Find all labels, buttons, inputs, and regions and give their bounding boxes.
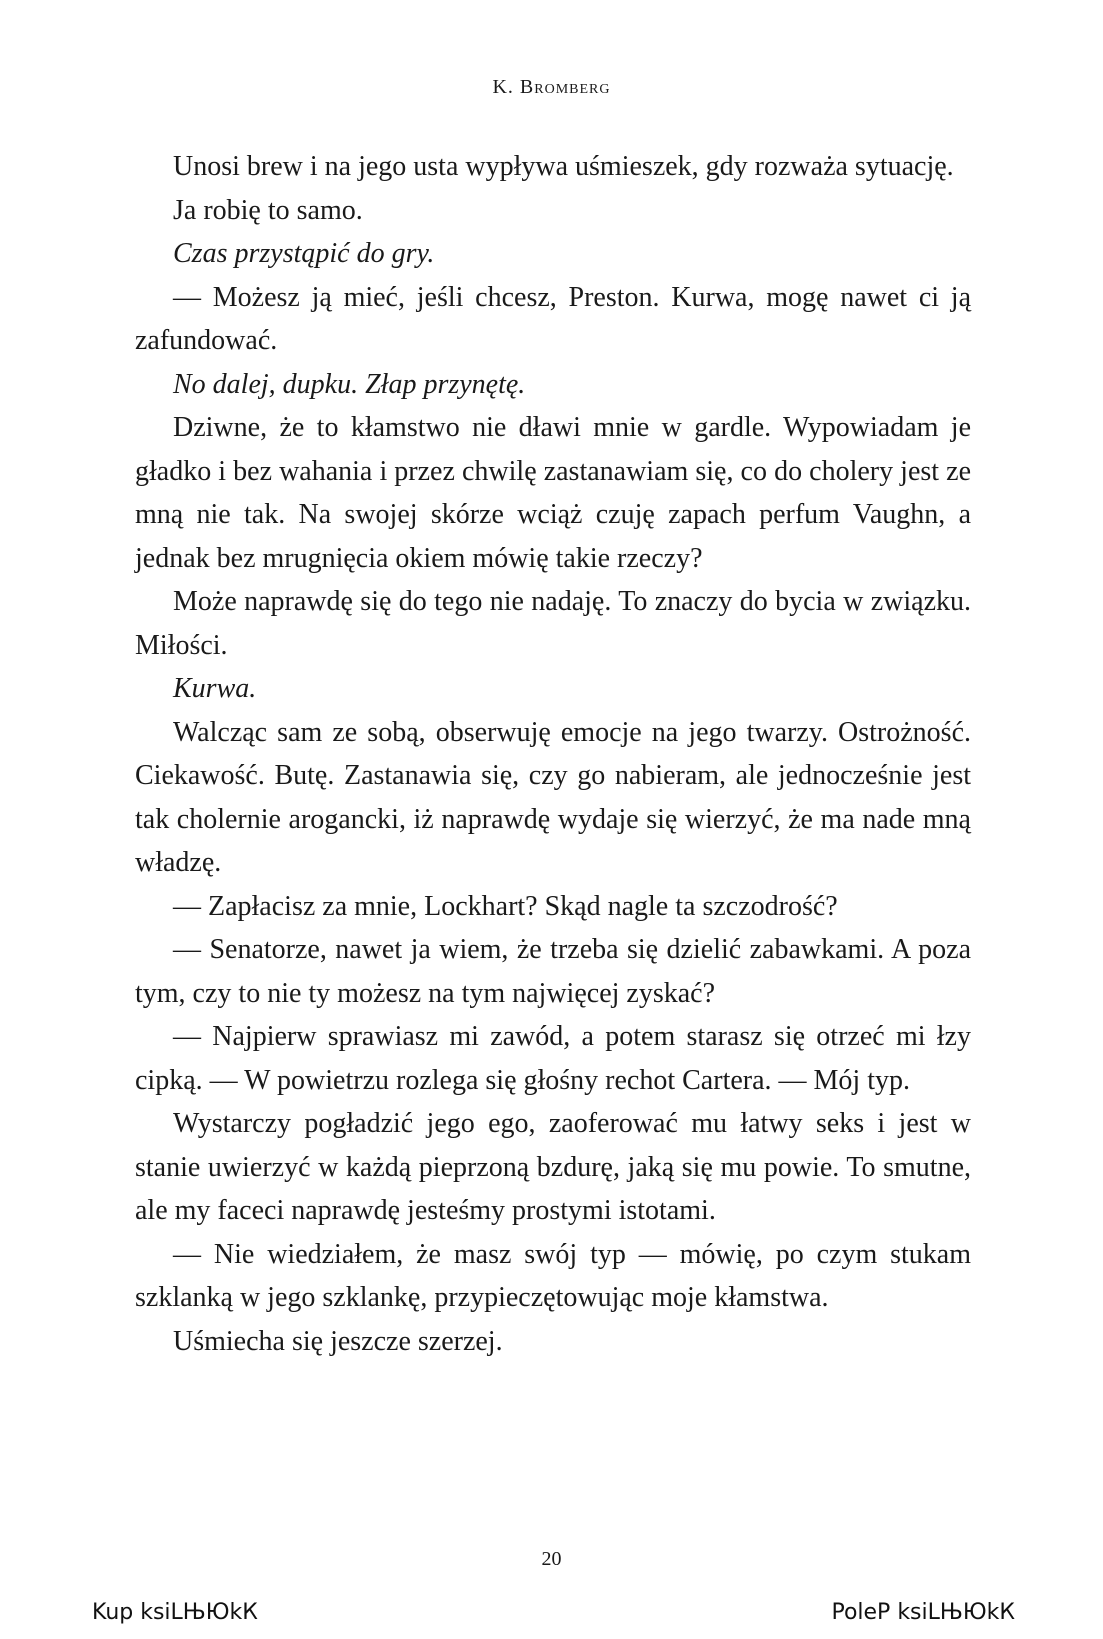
body-text [135,145,971,1363]
paragraph: — Zapłacisz za mnie, Lockhart? Skąd nagle ta szczodrość? [173,890,838,922]
recommend-book-link[interactable]: PoleР ksiLЊЮkК [831,1600,1015,1625]
paragraph: Wystarczy pogładzić jego ego, zaoferować mu łatwy seks i jest w stanie uwierzyć w każdą pieprzoną bzdurę, jaką się mu powie. To smutne, ale my faceci naprawdę jesteśmy prostymi istotami. [135,1108,971,1226]
paragraph: — Nie wiedziałem, że masz swój typ — mówię, po czym stukam szklanką w jego szklankę, przypieczętowując moje kłamstwa. [135,1238,971,1313]
paragraph: Unosi brew i na jego usta wypływa uśmieszek, gdy rozważa sytuację. [173,151,954,182]
page-number: 20 [541,1548,562,1570]
paragraph: Może naprawdę się do tego nie nadaję. To znaczy do bycia w związku. Miłości. [135,586,971,661]
running-head: K. Bromberg [492,76,611,98]
paragraph: Uśmiecha się jeszcze szerzej. [173,1325,503,1357]
paragraph: Walcząc sam ze sobą, obserwuję emocje na jego twarzy. Ostrożność. Ciekawość. Butę. Zastanawia się, czy go nabieram, ale jednocześnie jest tak cholernie arogancki, iż naprawdę wydaje się wierzyć, że ma nade mną władzę. [135,716,971,878]
paragraph: Ja robię to samo. [173,194,363,226]
paragraph: Dziwne, że to kłamstwo nie dławi mnie w gardle. Wypowiadam je gładko i bez wahania i przez chwilę zastanawiam się, co do cholery jest ze mną nie tak. Na swojej skórze wciąż czuję zapach perfum Vaughn, a jednak bez mrugnięcia okiem mówię takie rzeczy? [135,412,971,574]
buy-book-link[interactable]: Kup ksiLЊЮkК [92,1600,258,1625]
paragraph: — Senatorze, nawet ja wiem, że trzeba się dzielić zabawkami. A poza tym, czy to nie ty możesz na tym najwięcej zyskać? [135,934,971,1009]
italic-paragraph: No dalej, dupku. Złap przynętę. [173,368,526,400]
italic-paragraph: Czas przystąpić do gry. [173,238,435,269]
italic-paragraph: Kurwa. [173,673,257,704]
paragraph: — Możesz ją mieć, jeśli chcesz, Preston. Kurwa, mogę nawet ci ją zafundować. [135,281,971,356]
paragraph: — Najpierw sprawiasz mi zawód, a potem starasz się otrzeć mi łzy cipką. — W powietrzu rozlega się głośny rechot Cartera. — Mój typ. [135,1021,971,1096]
